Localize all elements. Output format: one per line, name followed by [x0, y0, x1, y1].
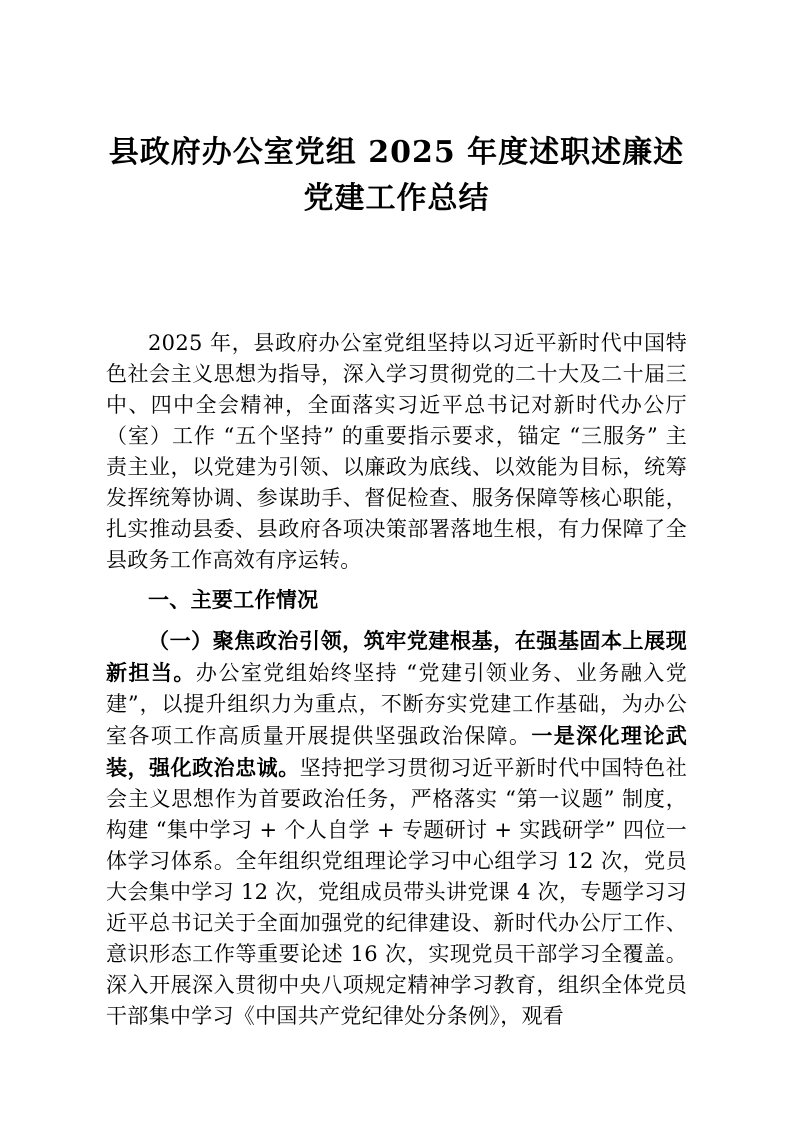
point-sentence-bold: 一是深化理论武装，强化政治忠诚。 [106, 723, 687, 780]
lead-sentence-bold: （一）聚焦政治引领，筑牢党建根基，在强基固本上展现新担当。 [106, 628, 687, 685]
body-run-2: 坚持把学习贯彻习近平新时代中国特色社会主义思想作为首要政治任务，严格落实 “第一议题” 制度，构建 “集中学习 + 个人自学 + 专题研讨 + 实践研学” 四位一体学习体系。全年组织党组理论学习中心组学习 12 次，党员大会集中学习 12 次，党组成员带头讲党课 4 次，专题学习习近平总书记关于全面加强党的纪律建设、新时代办公厅工作、意识形态工作等重要论述 16 次，实现党员干部学习全覆盖。深入开展深入贯彻中央八项规定精神学习教育，组织全体党员干部集中学习《中国共产党纪律处分条例》，观看 [106, 756, 687, 1028]
body-run-1: 办公室党组始终坚持 “党建引领业务、业务融入党建”，以提升组织力为重点，不断夯实党建工作基础，为办公室各项工作高质量开展提供坚强政治保障。 [106, 661, 687, 748]
document-title: 县政府办公室党组 2025 年度述职述廉述党建工作总结 [108, 135, 685, 216]
intro-paragraph: 2025 年，县政府办公室党组坚持以习近平新时代中国特色社会主义思想为指导，深入学习贯彻党的二十大及二十届三中、四中全会精神，全面落实习近平总书记对新时代办公厅（室）工作 “五个坚持” 的重要指示要求，锚定 “三服务” 主责主业，以党建为引领、以廉政为底线、以效能为目标，统筹发挥统筹协调、参谋助手、督促检查、服务保障等核心职能，扎实推动县委、县政府各项决策部署落地生根，有力保障了全县政务工作高效有序运转。 [106, 331, 687, 572]
section-heading-1: 一、主要工作情况 [148, 588, 319, 612]
document-body [106, 328, 687, 1032]
section1-paragraph-1 [106, 625, 687, 1032]
